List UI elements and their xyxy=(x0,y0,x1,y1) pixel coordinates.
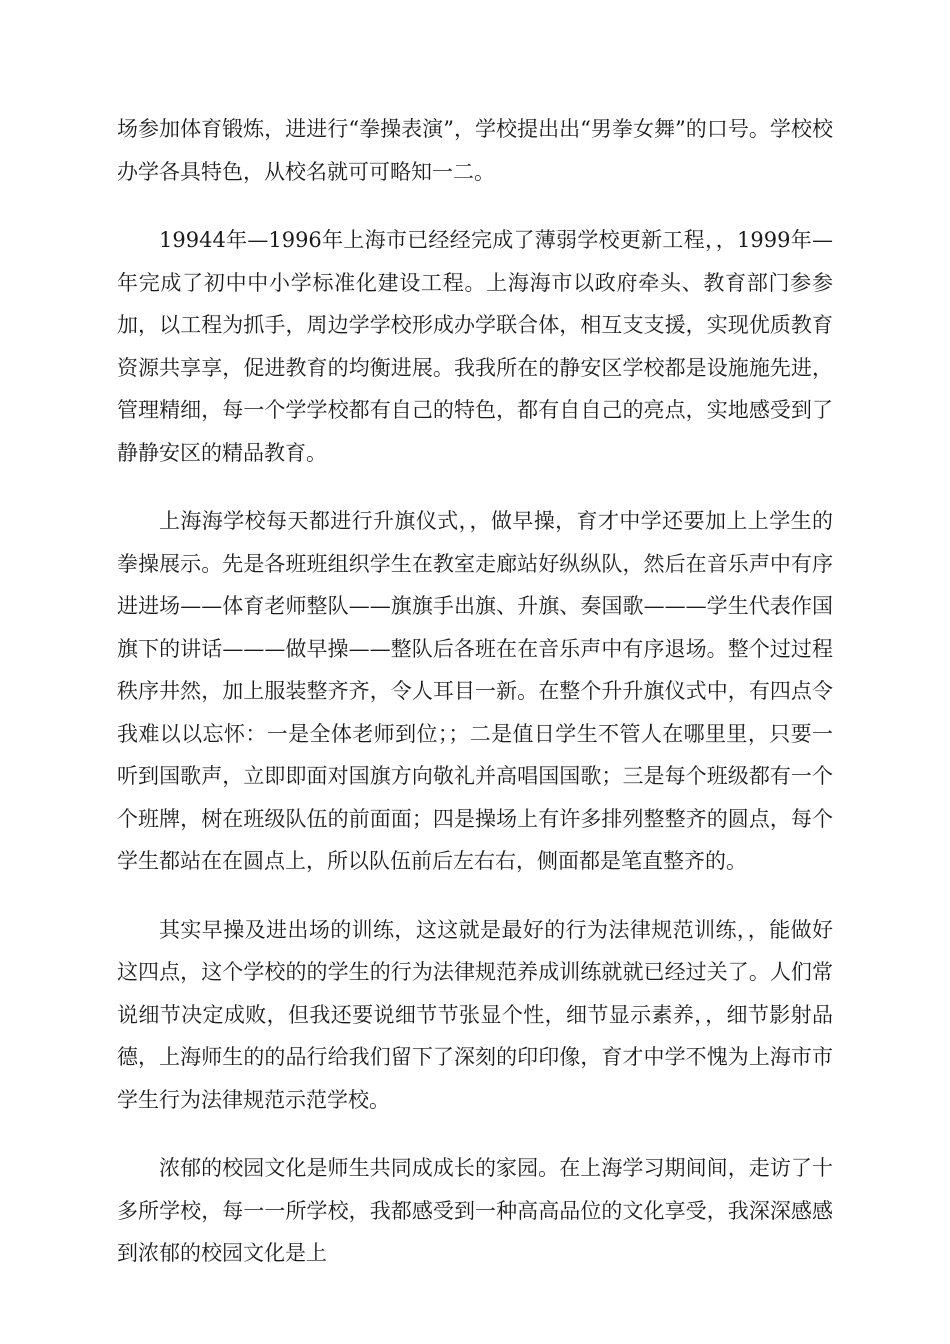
paragraph-5: 浓郁的校园文化是师生共同成成长的家园。在上海学习期间间，走访了十多所学校，每一一所学校，我都感受到一种高高品位的文化享受，我深深感感到浓郁的校园文化是上 xyxy=(117,1156,833,1265)
paragraph-4: 其实早操及进出场的训练，这这就是最好的行为法律规范训练，，能做好这四点，这个学校的的学生的行为法律规范养成训练就就已经过关了。人们常说细节决定成败，但我还要说细节节张显个性，细节显示素养，，细节影射品德，上海师生的的品行给我们留下了深刻的印印像，育才中学不愧为上海市市学生行为法律规范示范学校。 xyxy=(117,917,833,1112)
paragraph-3: 上海海学校每天都进行升旗仪式，，做早操，育才中学还要加上上学生的拳操展示。先是各班班组织学生在教室走廊站好纵纵队，然后在音乐声中有序进进场——体育老师整队——旗旗手出旗、升旗、奏国歌———学生代表作国旗下的讲话———做早操——整队后各班在在音乐声中有序退场。整个过过程秩序井然，加上服装整齐齐，令人耳目一新。在整个升升旗仪式中，有四点令我难以以忘怀：一是全体老师到位；；二是值日学生不管人在哪里里，只要一听到国歌声，立即即面对国旗方向敬礼并高唱国国歌；三是每个班级都有一个个班牌，树在班级队伍的前面面；四是操场上有许多排列整整齐的圆点，每个学生都站在在圆点上，所以队伍前后左右右，侧面都是笔直整齐的。 xyxy=(117,509,833,873)
document-body xyxy=(117,108,833,1301)
paragraph-2: 19944年—1996年上海市已经经完成了薄弱学校更新工程，，1999年—年完成了初中中小学标准化建设工程。上海海市以政府牵头、教育部门参参加，以工程为抓手，周边学学校形成办学联合体，相互支支援，实现优质教育资源共享享，促进教育的均衡进展。我我所在的静安区学校都是设施施先进，管理精细，每一个学学校都有自己的特色，都有自自己的亮点，实地感受到了静静安区的精品教育。 xyxy=(117,228,833,465)
paragraph-1: 场参加体育锻炼，进进行“拳操表演”，学校提出出“男拳女舞”的口号。学校校办学各具特色，从校名就可可略知一二。 xyxy=(117,117,833,184)
